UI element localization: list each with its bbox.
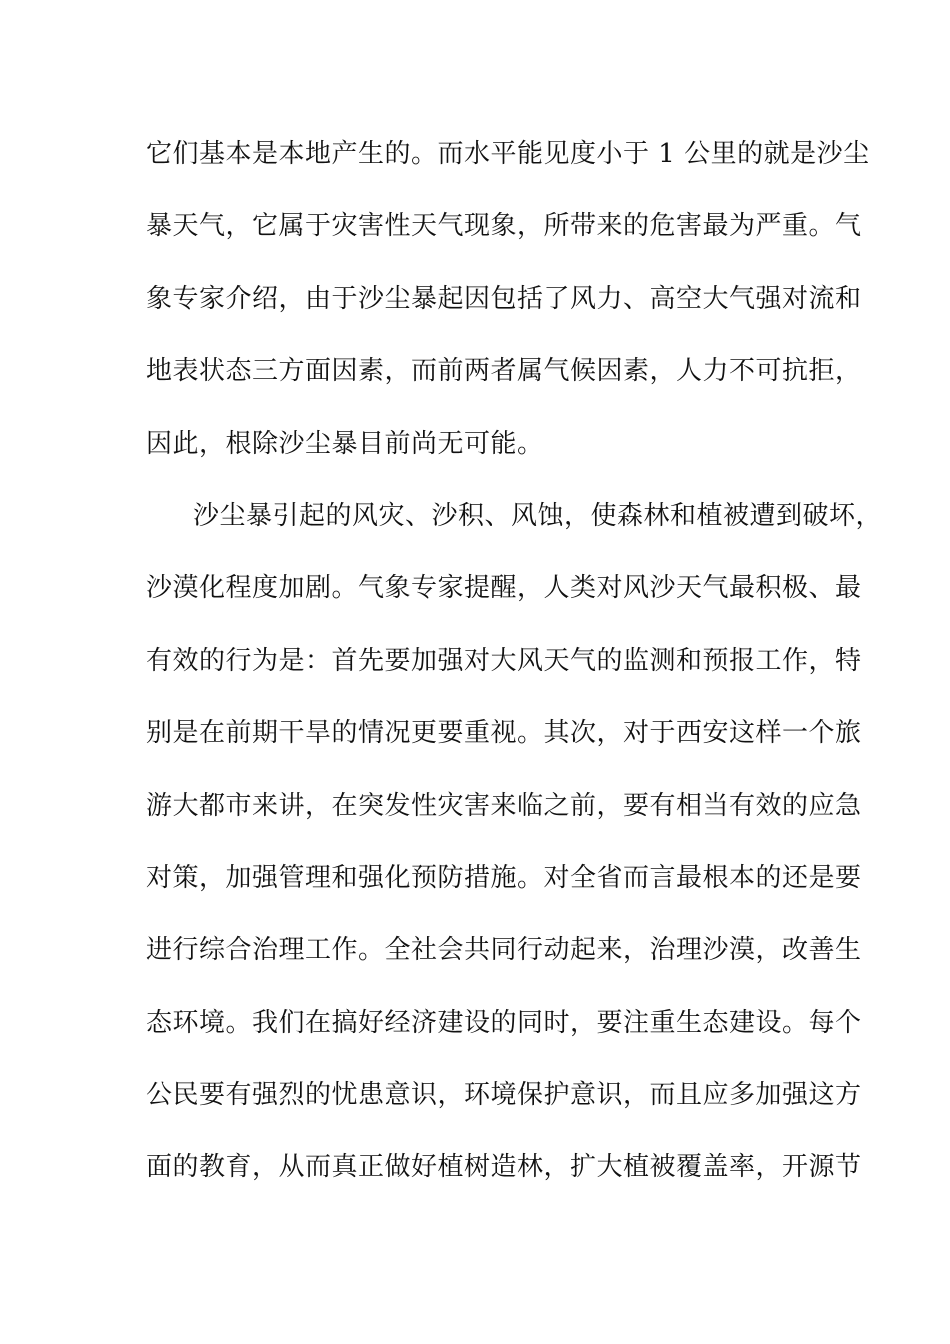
text-line: 它们基本是本地产生的。而水平能见度小于 1 公里的就是沙尘 (146, 139, 870, 169)
text-line: 对策，加强管理和强化预防措施。对全省而言最根本的还是要 (146, 862, 862, 893)
text-line: 有效的行为是：首先要加强对大风天气的监测和预报工作，特 (146, 645, 862, 676)
text-line: 地表状态三方面因素，而前两者属气候因素，人力不可抗拒， (146, 356, 862, 387)
body-text (146, 130, 883, 1216)
text-line: 暴天气，它属于灾害性天气现象，所带来的危害最为严重。气 (146, 211, 862, 242)
text-line: 态环境。我们在搞好经济建设的同时，要注重生态建设。每个 (146, 1007, 862, 1038)
text-line: 因此，根除沙尘暴目前尚无可能。 (146, 428, 544, 459)
text-line: 沙漠化程度加剧。气象专家提醒，人类对风沙天气最积极、最 (146, 573, 862, 604)
text-line: 面的教育，从而真正做好植树造林，扩大植被覆盖率，开源节 (146, 1152, 862, 1183)
text-line: 公民要有强烈的忧患意识，环境保护意识，而且应多加强这方 (146, 1080, 862, 1111)
text-line: 进行综合治理工作。全社会共同行动起来，治理沙漠，改善生 (146, 935, 862, 966)
paragraph-first-line: 沙尘暴引起的风灾、沙积、风蚀，使森林和植被遭到破坏， (193, 500, 883, 531)
text-line: 别是在前期干旱的情况更要重视。其次，对于西安这样一个旅 (146, 718, 862, 749)
text-line: 象专家介绍，由于沙尘暴起因包括了风力、高空大气强对流和 (146, 283, 862, 314)
text-line: 游大都市来讲，在突发性灾害来临之前，要有相当有效的应急 (146, 790, 862, 821)
